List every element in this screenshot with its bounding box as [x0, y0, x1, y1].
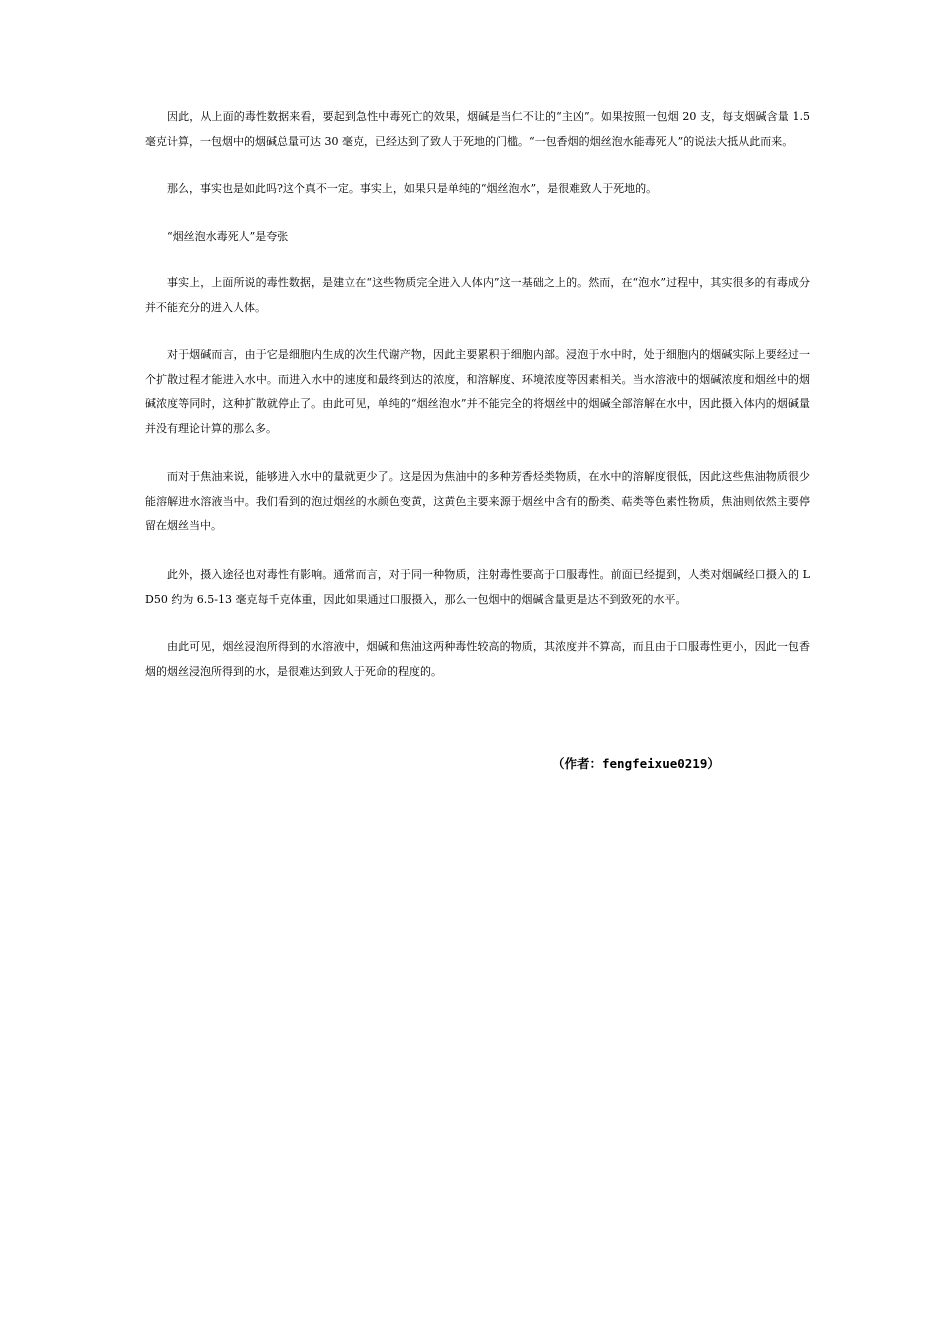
paragraph-toxicity-data: 因此，从上面的毒性数据来看，要起到急性中毒死亡的效果，烟碱是当仁不让的“主凶”。如果按照一包烟 20 支，每支烟碱含量 1.5 毫克计算，一包烟中的烟碱总量可达 30 毫克，已经达到了致人于死地的门槛。“一包香烟的烟丝泡水能毒死人”的说法大抵从此而来。: [145, 110, 810, 148]
author-credit: （作者：fengfeixue0219）: [552, 756, 720, 771]
paragraph-question: 那么，事实也是如此吗?这个真不一定。事实上，如果只是单纯的“烟丝泡水”，是很难致人于死地的。: [167, 182, 658, 195]
paragraph-nicotine-diffusion: 对于烟碱而言，由于它是细胞内生成的次生代谢产物，因此主要累积于细胞内部。浸泡于水中时，处于细胞内的烟碱实际上要经过一个扩散过程才能进入水中。而进入水中的速度和最终到达的浓度，和溶解度、环境浓度等因素相关。当水溶液中的烟碱浓度和烟丝中的烟碱浓度等同时，这种扩散就停止了。由此可见，单纯的“烟丝泡水”并不能完全的将烟丝中的烟碱全部溶解在水中，因此摄入体内的烟碱量并没有理论计算的那么多。: [145, 348, 810, 435]
paragraph-conclusion: 由此可见，烟丝浸泡所得到的水溶液中，烟碱和焦油这两种毒性较高的物质，其浓度并不算高，而且由于口服毒性更小，因此一包香烟的烟丝浸泡所得到的水，是很难达到致人于死命的程度的。: [145, 640, 810, 678]
paragraph-tar-solubility: 而对于焦油来说，能够进入水中的量就更少了。这是因为焦油中的多种芳香烃类物质，在水中的溶解度很低，因此这些焦油物质很少能溶解进水溶液当中。我们看到的泡过烟丝的水颜色变黄，这黄色主要来源于烟丝中含有的酚类、萜类等色素性物质，焦油则依然主要停留在烟丝当中。: [145, 470, 810, 532]
section-subheading: “烟丝泡水毒死人”是夸张: [167, 230, 289, 243]
paragraph-intake-route: 此外，摄入途径也对毒性有影响。通常而言，对于同一种物质，注射毒性要高于口服毒性。前面已经提到，人类对烟碱经口摄入的 LD50 约为 6.5-13 毫克每千克体重，因此如果通过口服摄入，那么一包烟中的烟碱含量更是达不到致死的水平。: [145, 568, 810, 606]
paragraph-absorption: 事实上，上面所说的毒性数据，是建立在“这些物质完全进入人体内”这一基础之上的。然而，在“泡水”过程中，其实很多的有毒成分并不能充分的进入人体。: [145, 276, 810, 314]
